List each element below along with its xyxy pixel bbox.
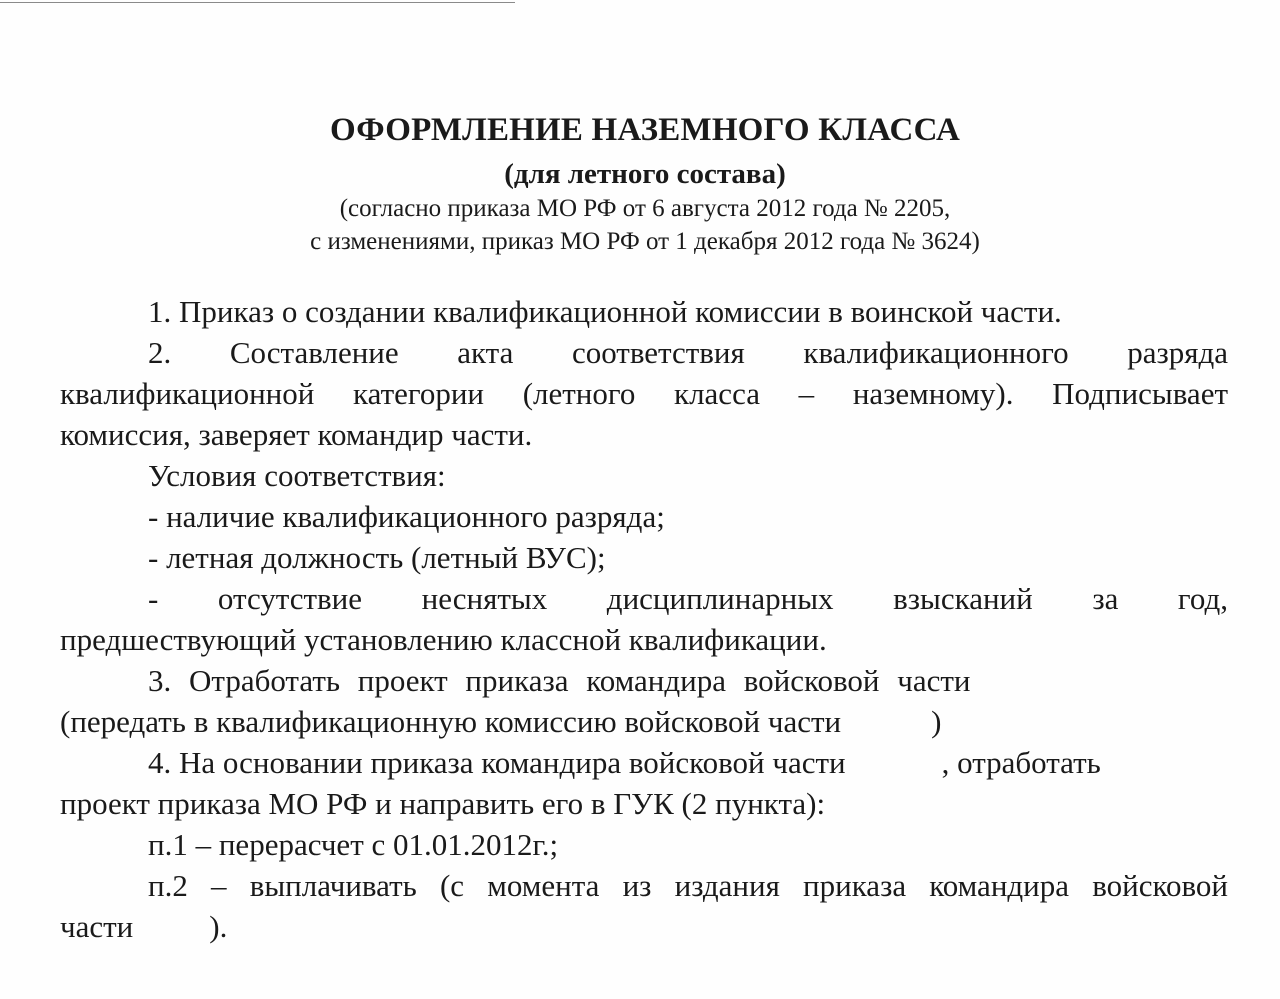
item-1: 1. Приказ о создании квалификационной комиссии в воинской части. <box>148 294 1062 329</box>
item-4-line-1-text: 4. На основании приказа командира войсковой части <box>148 745 846 780</box>
document-subtitle: (для летного состава) <box>504 158 786 190</box>
conditions-heading: Условия соответствия: <box>148 458 446 493</box>
condition-2: - летная должность (летный ВУС); <box>148 540 606 575</box>
item-3-line-2-text: (передать в квалификационную комиссию войсковой части <box>60 704 842 739</box>
legal-basis-line-2: с изменениями, приказ МО РФ от 1 декабря 2012 года № 3624) <box>310 228 980 255</box>
legal-basis-line-1: (согласно приказа МО РФ от 6 августа 2012 года № 2205, <box>339 195 951 222</box>
point-2-line-2 <box>60 906 1228 947</box>
item-4-line-1 <box>60 742 1228 783</box>
document-title: ОФОРМЛЕНИЕ НАЗЕМНОГО КЛАССА <box>330 112 960 148</box>
point-2-line-1: п.2 – выплачивать (с момента из издания приказа командира войсковой <box>148 868 1228 903</box>
point-1: п.1 – перерасчет с 01.01.2012г.; <box>148 827 559 862</box>
item-2-line-3: комиссия, заверяет командир части. <box>60 417 533 452</box>
item-3-line-1-text: 3. Отработать проект приказа командира войсковой части <box>148 663 971 698</box>
item-2-line-2: квалификационной категории (летного класса – наземному). Подписывает <box>60 376 1228 411</box>
item-3-line-2 <box>60 701 1228 742</box>
condition-3-line-1: - отсутствие неснятых дисциплинарных взысканий за год, <box>148 581 1228 616</box>
point-2-line-2-text: части <box>60 909 134 944</box>
top-rule-divider <box>0 2 515 3</box>
condition-1: - наличие квалификационного разряда; <box>148 499 665 534</box>
item-3-line-1 <box>60 660 1228 701</box>
item-4-line-1-end: , отработать <box>941 745 1101 780</box>
condition-3-line-2: предшествующий установлению классной квалификации. <box>60 622 827 657</box>
item-4-line-2: проект приказа МО РФ и направить его в ГУК (2 пункта): <box>60 786 826 821</box>
document-body <box>60 291 1228 947</box>
item-2-line-1: 2. Составление акта соответствия квалификационного разряда <box>148 335 1228 370</box>
point-2-line-2-end: ). <box>209 909 228 944</box>
item-3-line-2-close: ) <box>931 704 942 739</box>
